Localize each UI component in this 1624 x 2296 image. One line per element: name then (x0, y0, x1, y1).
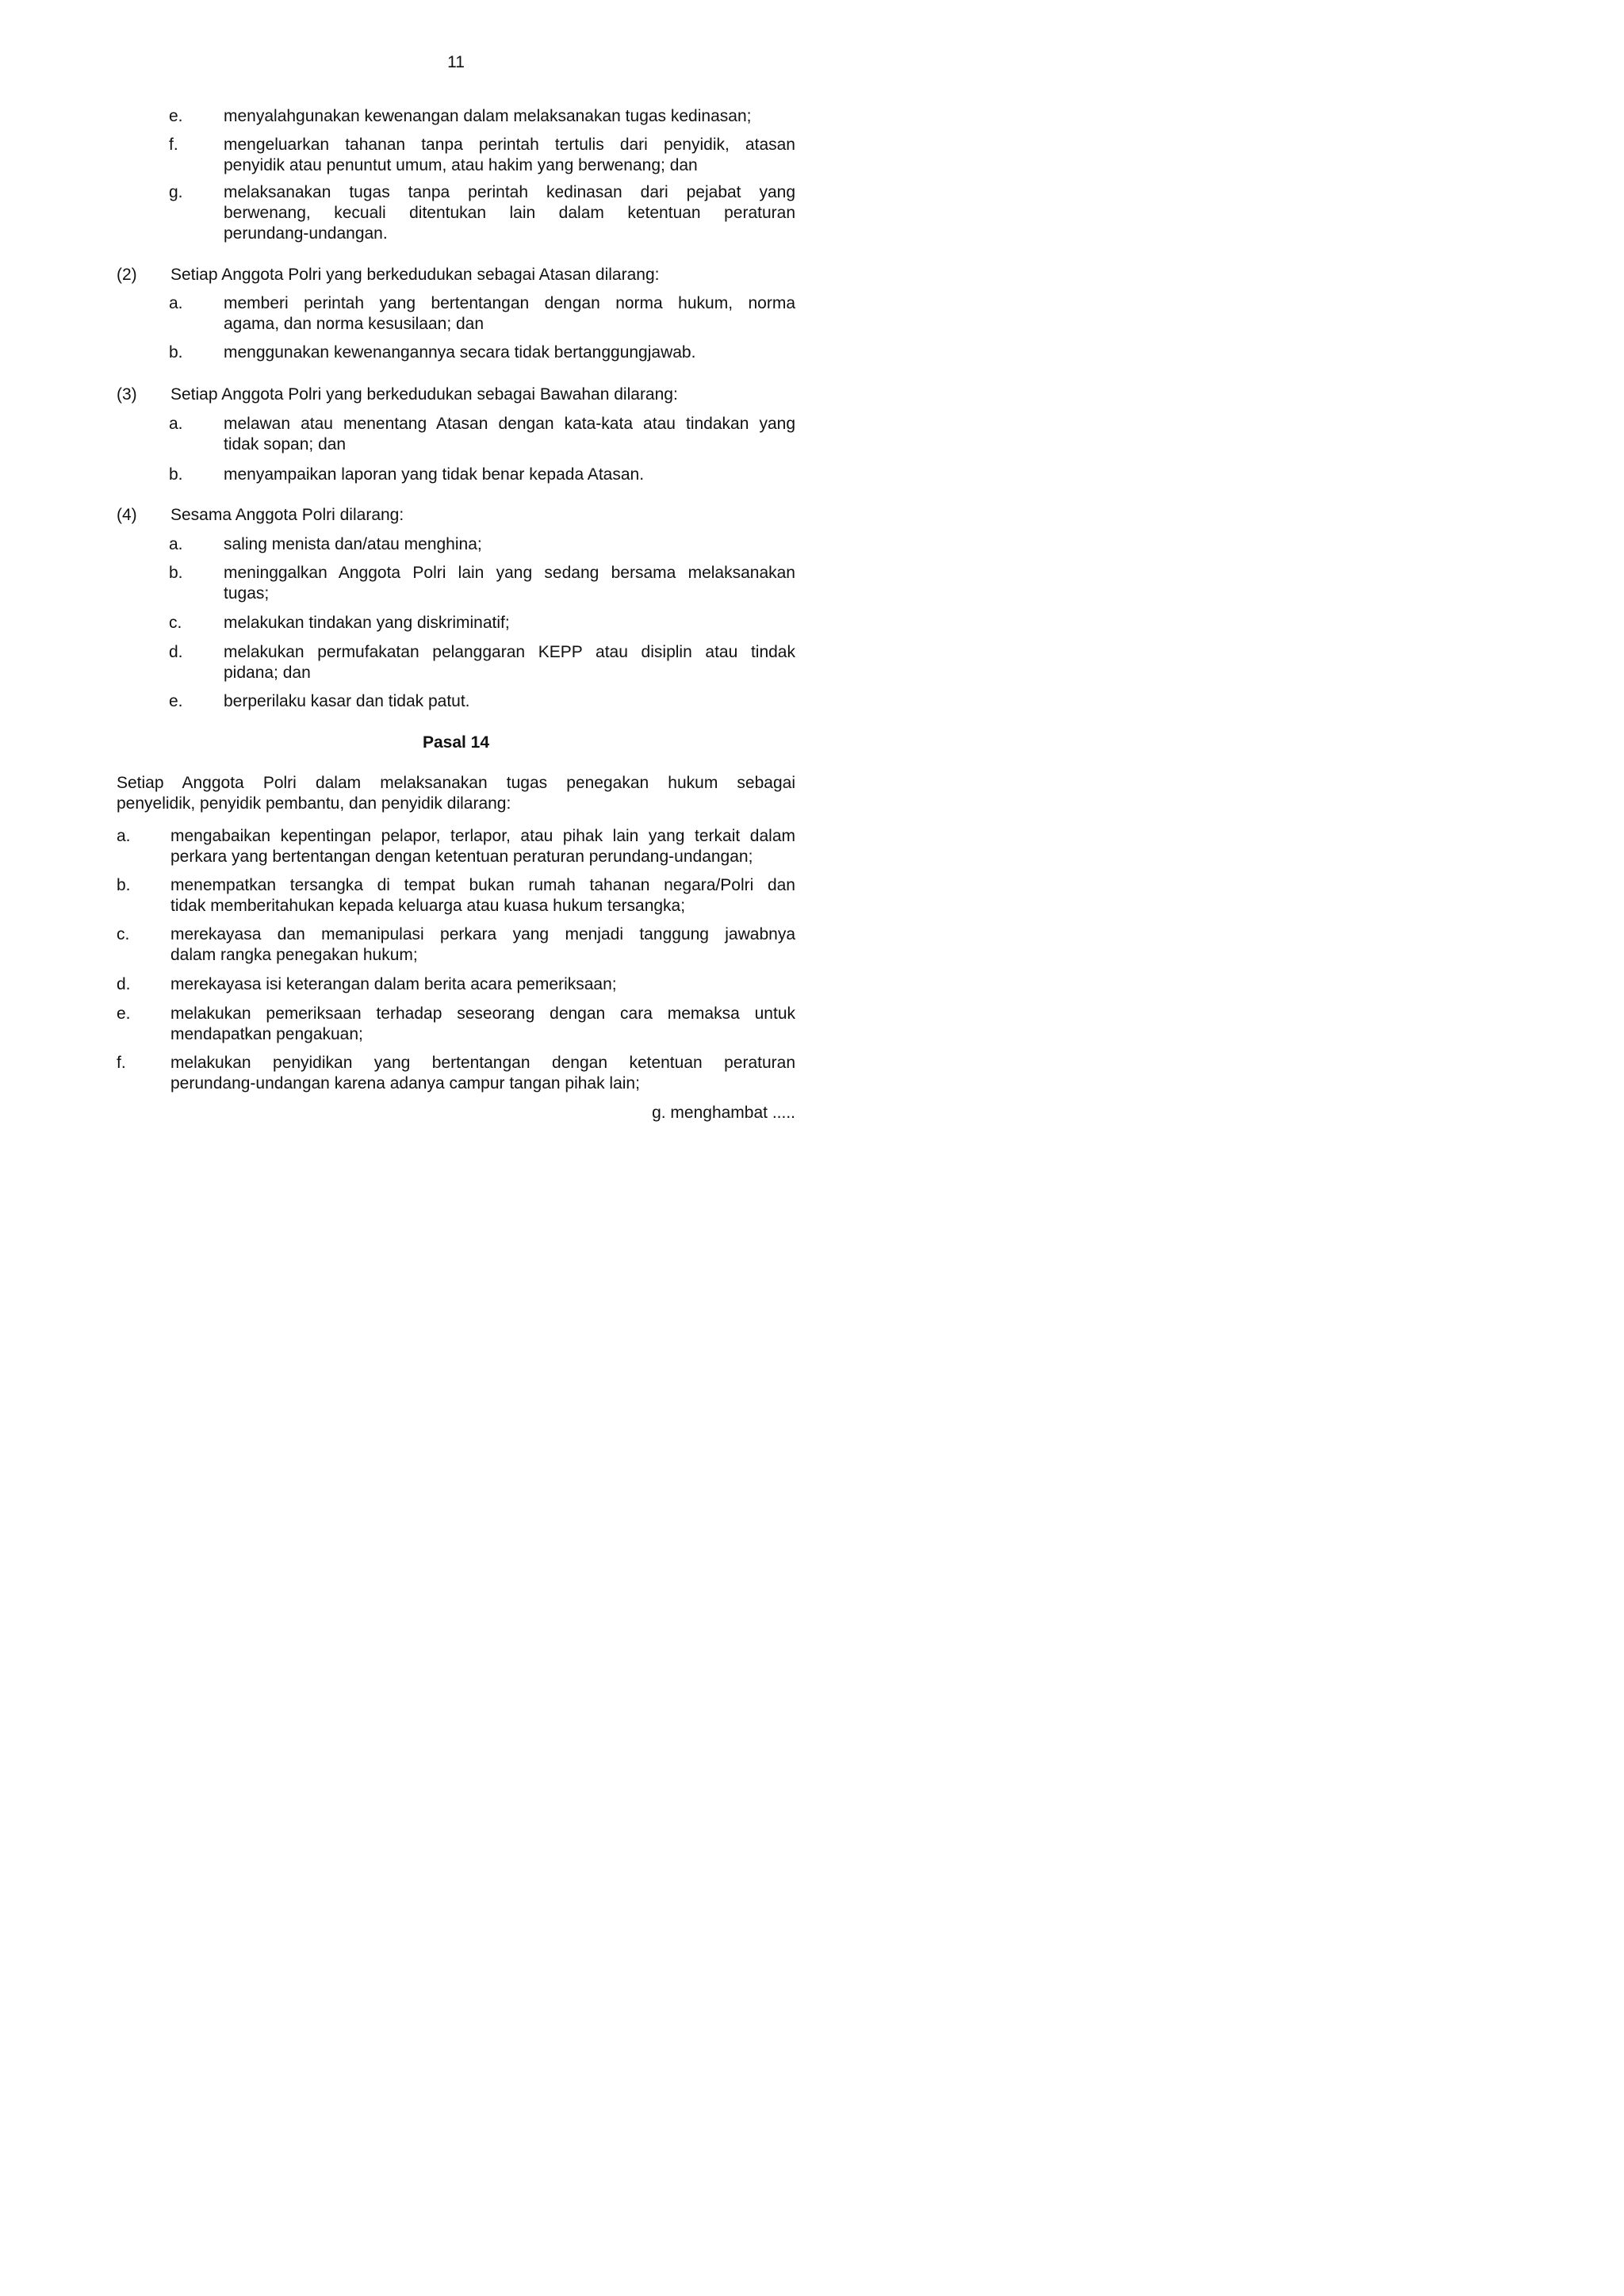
section-number: (4) (117, 506, 137, 524)
list-item-label: c. (169, 614, 182, 632)
list-item-text: berperilaku kasar dan tidak patut. (224, 692, 470, 710)
list-item-text: merekayasa isi keterangan dalam berita acara pemeriksaan; (170, 975, 617, 993)
list-item-label: c. (117, 925, 130, 943)
list-item-text: mendapatkan pengakuan; (170, 1025, 363, 1043)
list-item-text: agama, dan norma kesusilaan; dan (224, 315, 485, 333)
list-item-text: mengabaikan kepentingan pelapor, terlapor, atau pihak lain yang terkait dalam (170, 827, 795, 845)
list-item-label: b. (169, 564, 183, 582)
list-item-label: b. (169, 465, 183, 484)
section-text: Sesama Anggota Polri dilarang: (170, 506, 404, 524)
list-item-label: a. (169, 294, 183, 312)
list-item-label: a. (117, 827, 131, 845)
list-item-label: f. (117, 1054, 126, 1072)
list-item-text: perkara yang bertentangan dengan ketentuan peraturan perundang-undangan; (170, 848, 753, 866)
list-item-label: e. (169, 692, 183, 710)
list-item-text: tidak sopan; dan (224, 435, 347, 453)
list-item-text: saling menista dan/atau menghina; (224, 535, 482, 553)
continuation-marker: g. menghambat ..... (652, 1104, 795, 1122)
list-item-label: a. (169, 535, 183, 553)
list-item-label: f. (169, 136, 178, 154)
list-item-label: d. (169, 643, 183, 661)
list-item-text: melakukan pemeriksaan terhadap seseorang dengan cara memaksa untuk (170, 1004, 795, 1023)
list-item-text: melakukan penyidikan yang bertentangan dengan ketentuan peraturan (170, 1054, 795, 1072)
list-item-label: e. (117, 1004, 131, 1023)
list-item-text: perundang-undangan karena adanya campur tangan pihak lain; (170, 1074, 640, 1093)
intro-line: penyelidik, penyidik pembantu, dan penyidik dilarang: (117, 794, 511, 813)
list-item-text: perundang-undangan. (224, 224, 388, 243)
list-item-text: memberi perintah yang bertentangan dengan norma hukum, norma (224, 294, 795, 312)
list-item-text: penyidik atau penuntut umum, atau hakim yang berwenang; dan (224, 156, 698, 174)
list-item-text: pidana; dan (224, 664, 311, 682)
list-item-label: d. (117, 975, 131, 993)
section-text: Setiap Anggota Polri yang berkedudukan sebagai Atasan dilarang: (170, 266, 660, 284)
list-item-text: dalam rangka penegakan hukum; (170, 946, 418, 964)
list-item-text: tidak memberitahukan kepada keluarga atau kuasa hukum tersangka; (170, 897, 686, 915)
pasal-heading: Pasal 14 (422, 733, 490, 752)
section-number: (3) (117, 385, 137, 404)
section-number: (2) (117, 266, 137, 284)
list-item-text: menyalahgunakan kewenangan dalam melaksanakan tugas kedinasan; (224, 107, 752, 125)
intro-line: Setiap Anggota Polri dalam melaksanakan tugas penegakan hukum sebagai (117, 774, 795, 792)
list-item-text: berwenang, kecuali ditentukan lain dalam ketentuan peraturan (224, 204, 795, 222)
list-item-label: b. (169, 343, 183, 362)
list-item-text: merekayasa dan memanipulasi perkara yang menjadi tanggung jawabnya (170, 925, 795, 943)
page-number: 11 (447, 53, 465, 71)
list-item-text: menempatkan tersangka di tempat bukan rumah tahanan negara/Polri dan (170, 876, 795, 894)
list-item-text: menggunakan kewenangannya secara tidak bertanggungjawab. (224, 343, 696, 362)
section-text: Setiap Anggota Polri yang berkedudukan sebagai Bawahan dilarang: (170, 385, 678, 404)
list-item-label: g. (169, 183, 183, 201)
list-item-text: meninggalkan Anggota Polri lain yang sedang bersama melaksanakan (224, 564, 795, 582)
list-item-label: a. (169, 415, 183, 433)
list-item-text: menyampaikan laporan yang tidak benar kepada Atasan. (224, 465, 645, 484)
list-item-label: b. (117, 876, 131, 894)
list-item-text: melakukan permufakatan pelanggaran KEPP atau disiplin atau tindak (224, 643, 795, 661)
list-item-text: melaksanakan tugas tanpa perintah kedinasan dari pejabat yang (224, 183, 795, 201)
list-item-text: tugas; (224, 584, 270, 603)
list-item-text: melakukan tindakan yang diskriminatif; (224, 614, 510, 632)
list-item-label: e. (169, 107, 183, 125)
list-item-text: melawan atau menentang Atasan dengan kata-kata atau tindakan yang (224, 415, 795, 433)
list-item-text: mengeluarkan tahanan tanpa perintah tertulis dari penyidik, atasan (224, 136, 795, 154)
